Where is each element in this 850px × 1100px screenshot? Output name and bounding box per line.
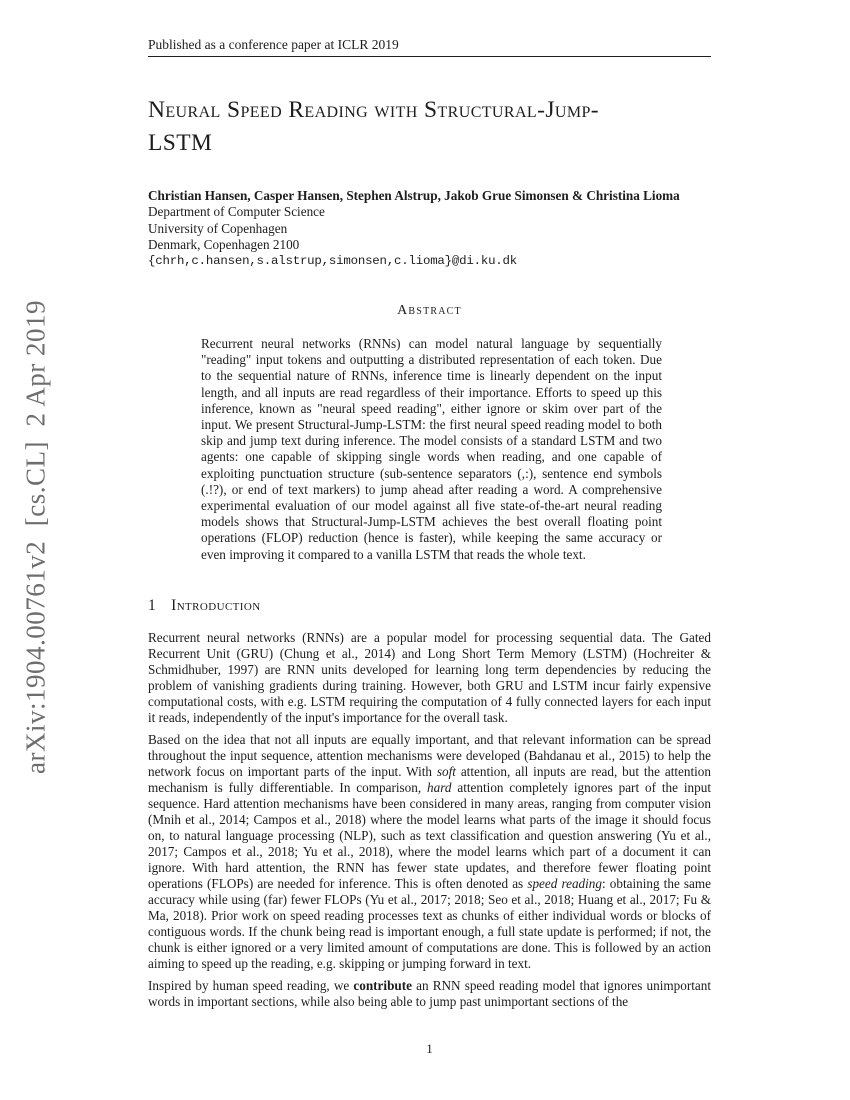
affiliation-university: University of Copenhagen <box>148 220 288 236</box>
page-header: Published as a conference paper at ICLR 2019 <box>148 37 399 52</box>
page-number: 1 <box>426 1041 433 1056</box>
affiliation-department: Department of Computer Science <box>148 204 325 220</box>
author-names: Christian Hansen, Casper Hansen, Stephen Alstrup, Jakob Grue Simonsen & Christina Lioma <box>148 188 680 203</box>
abstract-heading: Abstract <box>397 303 462 318</box>
section-title: Introduction <box>171 597 261 614</box>
arxiv-watermark: arXiv:1904.00761v2 [cs.CL] 2 Apr 2019 <box>20 300 51 774</box>
section-heading-introduction <box>148 597 261 615</box>
section-number: 1 <box>148 597 157 614</box>
paper-title <box>148 94 748 160</box>
intro-paragraph-2: Based on the idea that not all inputs are equally important, and that relevant information can be spread throughout the input sequence, attention mechanisms were developed (Bahdanau et al., 2015) to help the network focus on important parts of the input. With soft attention, all inputs are read, but the attention mechanism is fully differentiable. In comparison, hard attention completely ignores part of the input sequence. Hard attention mechanisms have been considered in many areas, ranging from computer vision (Mnih et al., 2014; Campos et al., 2018) where the model learns what parts of the image it should focus on, to natural language processing (NLP), such as text classification and question answering (Yu et al., 2017; Campos et al., 2018; Yu et al., 2018), where the model learns which part of a document it can ignore. With hard attention, the RNN has fewer state updates, and therefore fewer floating point operations (FLOPs) are needed for inference. This is often denoted as speed reading: obtaining the same accuracy while using (far) fewer FLOPs (Yu et al., 2017; 2018; Seo et al., 2018; Huang et al., 2017; Fu & Ma, 2018). Prior work on speed reading processes text as chunks of either individual words or blocks of contiguous words. If the chunk being read is important enough, a full state update is performed; if not, the chunk is either ignored or a very limited amount of computations are done. This is followed by an action aiming to speed up the reading, e.g. skipping or jumping forward in text. <box>148 732 712 971</box>
affiliation-address: Denmark, Copenhagen 2100 <box>148 236 300 252</box>
paper-title-line-2: LSTM <box>148 130 213 156</box>
intro-paragraph-3: Inspired by human speed reading, we contribute an RNN speed reading model that ignores unimportant words in important sections, while also being able to jump past unimportant sections of the <box>148 978 711 1009</box>
introduction-body <box>148 630 711 1016</box>
abstract-body: Recurrent neural networks (RNNs) can model natural language by sequentially "reading" input tokens and outputting a distributed representation of each token. Due to the sequential nature of RNNs, inference time is linearly dependent on the input length, and all inputs are read regardless of their importance. Efforts to speed up this inference, known as "neural speed reading", either ignore or skim over part of the input. We present Structural-Jump-LSTM: the first neural speed reading model to both skip and jump text during inference. The model consists of a standard LSTM and two agents: one capable of skipping single words when reading, and one capable of exploiting punctuation structure (sub-sentence separators (,:), sentence end symbols (.!?), or end of text markers) to jump ahead after reading a word. A comprehensive experimental evaluation of our model against all five state-of-the-art neural reading models shows that Structural-Jump-LSTM achieves the best overall floating point operations (FLOP) reduction (hence is faster), while keeping the same accuracy or even improving it compared to a vanilla LSTM that reads the whole text. <box>201 336 662 562</box>
header-rule <box>148 56 711 57</box>
paper-title-line-1: Neural Speed Reading with Structural-Jump- <box>148 97 599 123</box>
intro-paragraph-1: Recurrent neural networks (RNNs) are a popular model for processing sequential data. The Gated Recurrent Unit (GRU) (Chung et al., 2014) and Long Short Term Memory (LSTM) (Hochreiter & Schmidhuber, 1997) are RNN units developed for learning long term dependencies by reducing the problem of vanishing gradients during training. However, both GRU and LSTM incur fairly expensive computational costs, with e.g. LSTM requiring the computation of 4 fully connected layers for each input it reads, independently of the input's importance for the overall task. <box>148 630 711 725</box>
author-email: {chrh,c.hansen,s.alstrup,simonsen,c.lioma}@di.ku.dk <box>148 254 518 269</box>
author-block <box>148 188 680 269</box>
